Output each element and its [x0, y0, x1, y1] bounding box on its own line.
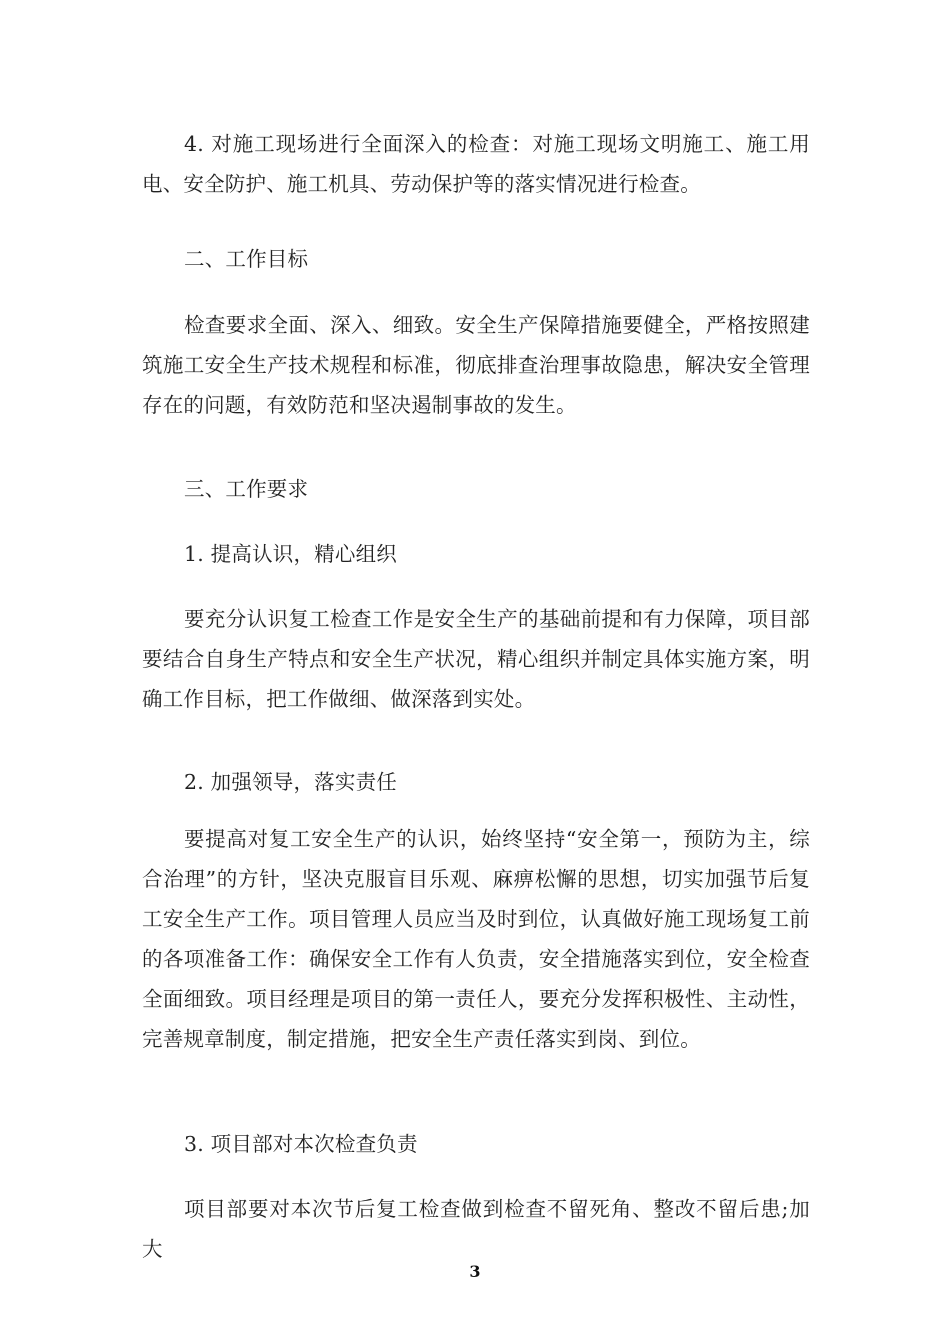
subheading-strengthen-leadership: 2. 加强领导，落实责任 [184, 770, 397, 794]
paragraph-strengthen-leadership: 要提高对复工安全生产的认识，始终坚持“安全第一，预防为主，综合治理”的方针，坚决克服盲目乐观、麻痹松懈的思想，切实加强节后复工安全生产工作。项目管理人员应当及时到位，认真做好施工现场复工前的各项准备工作：确保安全工作有人负责，安全措施落实到位，安全检查全面细致。项目经理是项目的第一责任人，要充分发挥积极性、主动性，完善规章制度，制定措施，把安全生产责任落实到岗、到位。 [142, 827, 810, 1051]
page-number: 3 [469, 1262, 481, 1281]
section-heading-work-goals: 二、工作目标 [184, 247, 309, 271]
paragraph-project-responsibility: 项目部要对本次节后复工检查做到检查不留死角、整改不留后患;加大 [142, 1197, 810, 1261]
subheading-raise-awareness: 1. 提高认识，精心组织 [184, 542, 397, 566]
paragraph-raise-awareness: 要充分认识复工检查工作是安全生产的基础前提和有力保障，项目部要结合自身生产特点和安全生产状况，精心组织并制定具体实施方案，明确工作目标，把工作做细、做深落到实处。 [142, 607, 810, 711]
paragraph-item-4-inspection: 4. 对施工现场进行全面深入的检查：对施工现场文明施工、施工用电、安全防护、施工机具、劳动保护等的落实情况进行检查。 [142, 132, 810, 196]
section-heading-work-requirements: 三、工作要求 [184, 477, 309, 501]
subheading-project-responsibility: 3. 项目部对本次检查负责 [184, 1132, 418, 1156]
paragraph-work-goals: 检查要求全面、深入、细致。安全生产保障措施要健全，严格按照建筑施工安全生产技术规程和标准，彻底排查治理事故隐患，解决安全管理存在的问题，有效防范和坚决遏制事故的发生。 [142, 313, 810, 417]
